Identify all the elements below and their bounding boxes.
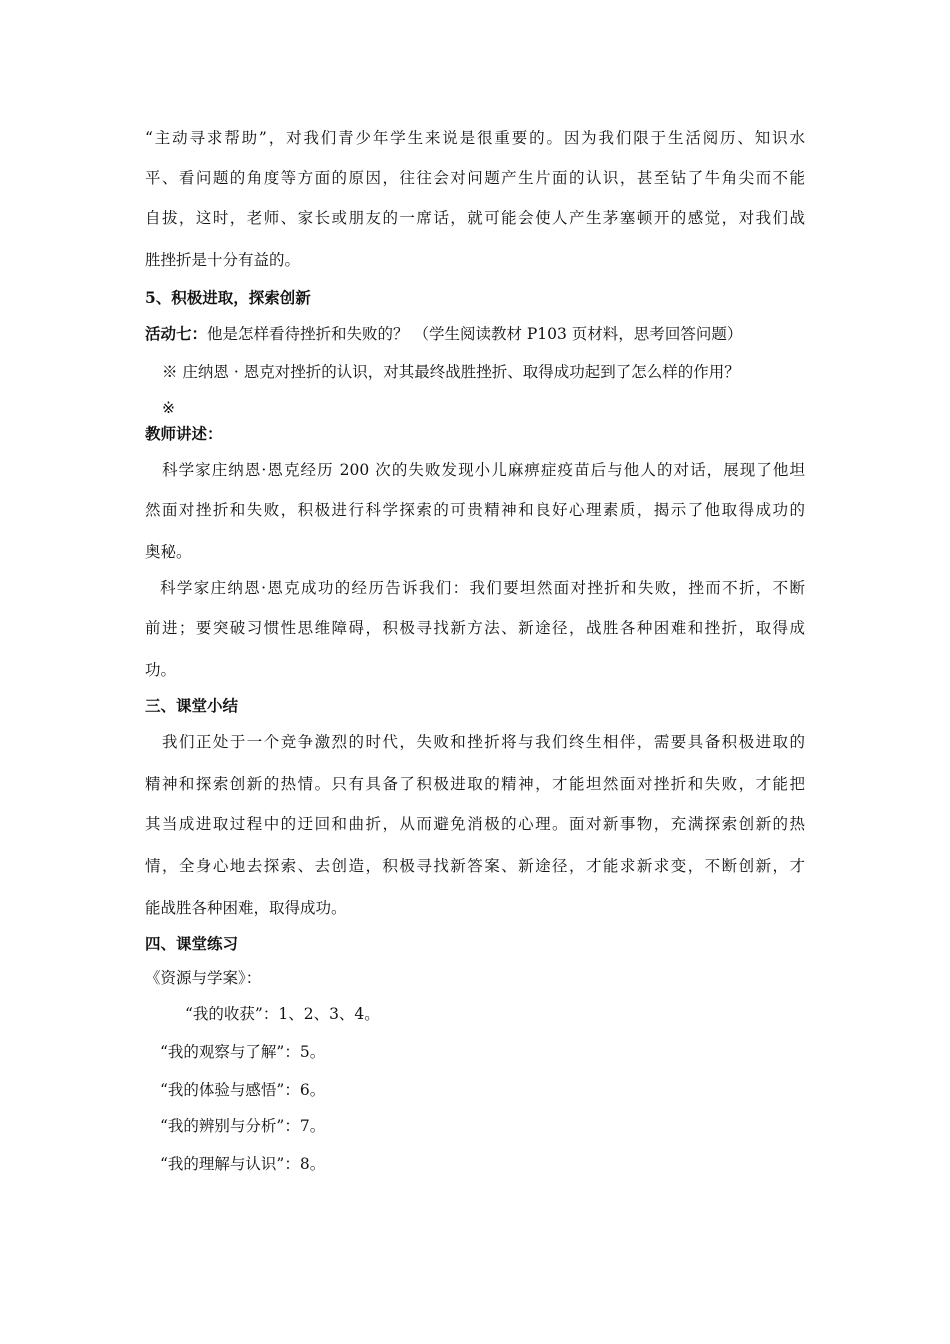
teacher-para2-line: 科学家庄纳恩·恩克成功的经历告诉我们：我们要坦然面对挫折和失败，挫而不折，不断 xyxy=(160,579,805,597)
activity-label: 活动七： xyxy=(145,324,208,343)
practice-item: “我的辨别与分析”：7。 xyxy=(160,1117,326,1135)
para1-line: 自拔，这时，老师、家长或朋友的一席话，就可能会使人产生茅塞顿开的感觉，对我们战 xyxy=(145,209,805,227)
para1-line: 平、看问题的角度等方面的原因，往往会对问题产生片面的认识，甚至钻了牛角尖而不能 xyxy=(145,169,805,187)
teacher-para1-line: 然面对挫折和失败，积极进行科学探索的可贵精神和良好心理素质，揭示了他取得成功的 xyxy=(145,501,805,519)
teacher-para2-line: 前进；要突破习惯性思维障碍，积极寻找新方法、新途径，战胜各种困难和挫折，取得成 xyxy=(145,619,805,637)
activity-text: 他是怎样看待挫折和失败的？ （学生阅读教材 P103 页材料，思考回答问题） xyxy=(207,325,743,343)
para1-line: 胜挫折是十分有益的。 xyxy=(145,251,301,269)
teacher-heading: 教师讲述： xyxy=(145,424,223,443)
teacher-para1-line: 奥秘。 xyxy=(145,543,192,561)
practice-source: 《资源与学案》： xyxy=(145,969,262,987)
summary-line: 能战胜各种困难，取得成功。 xyxy=(145,899,347,917)
practice-item: “我的体验与感悟”：6。 xyxy=(160,1081,326,1099)
teacher-para2-line: 功。 xyxy=(145,661,177,679)
question-1: ※ 庄纳恩 · 恩克对挫折的认识，对其最终战胜挫折、取得成功起到了怎么样的作用？ xyxy=(162,363,740,381)
activity-line xyxy=(145,324,742,344)
summary-line: 精神和探索创新的热情。只有具备了积极进取的精神，才能坦然面对挫折和失败，才能把 xyxy=(145,775,805,793)
practice-item: “我的收获”：1、2、3、4。 xyxy=(185,1005,380,1023)
practice-heading: 四、课堂练习 xyxy=(145,934,239,953)
summary-line: 情，全身心地去探索、去创造，积极寻找新答案、新途径，才能求新求变，不断创新，才 xyxy=(145,857,805,875)
question-2: ※ xyxy=(162,399,175,417)
para1-line: “主动寻求帮助”，对我们青少年学生来说是很重要的。因为我们限于生活阅历、知识水 xyxy=(145,129,805,147)
teacher-para1-line: 科学家庄纳恩·恩克经历 200 次的失败发现小儿麻痹症疫苗后与他人的对话，展现了他坦 xyxy=(162,461,805,479)
summary-line: 我们正处于一个竞争激烈的时代，失败和挫折将与我们终生相伴，需要具备积极进取的 xyxy=(162,733,805,751)
practice-item: “我的理解与认识”：8。 xyxy=(160,1155,326,1173)
practice-item: “我的观察与了解”：5。 xyxy=(160,1043,326,1061)
summary-line: 其当成进取过程中的迂回和曲折，从而避免消极的心理。面对新事物，充满探索创新的热 xyxy=(145,815,805,833)
section5-heading: 5、积极进取，探索创新 xyxy=(145,288,311,307)
summary-heading: 三、课堂小结 xyxy=(145,696,239,715)
